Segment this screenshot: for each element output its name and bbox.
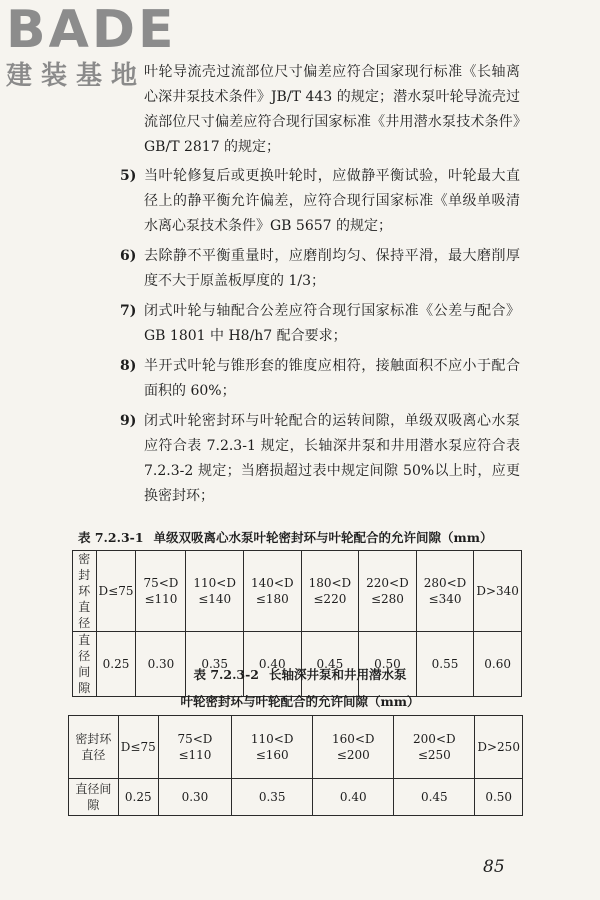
- table-cell: 0.25: [118, 779, 158, 816]
- table-cell: 0.50: [359, 632, 417, 697]
- table-row-label: 直径 间隙: [73, 632, 97, 697]
- table1-title: 单级双吸离心水泵叶轮密封环与叶轮配合的允许间隙（mm）: [153, 530, 493, 545]
- continued-paragraph: 叶轮导流壳过流部位尺寸偏差应符合国家现行标准《长轴离心深井泵技术条件》JB/T 443 的规定；潜水泵叶轮导流壳过流部位尺寸偏差应符合现行国家标准《井用潜水泵技术条件》GB/T 2817 的规定；: [144, 64, 520, 155]
- table-header-cell: 140<D ≤180: [244, 551, 302, 632]
- table-header-cell: 110<D ≤140: [186, 551, 244, 632]
- table-header-cell: 220<D ≤280: [359, 551, 417, 632]
- list-item: [120, 164, 520, 239]
- item-number: 6): [120, 248, 137, 264]
- table-header-cell: 密封环 直径: [69, 716, 119, 779]
- table-cell: 0.50: [475, 779, 523, 816]
- table-header-cell: D≤75: [96, 551, 136, 632]
- table-cell: 0.60: [474, 632, 522, 697]
- table-header-cell: 密封环 直径: [73, 551, 97, 632]
- table-header-cell: D>250: [475, 716, 523, 779]
- table-cell: 0.35: [232, 779, 313, 816]
- list-item: [120, 299, 520, 349]
- table1-number: 表 7.2.3-1: [78, 530, 144, 545]
- table-header-cell: 280<D ≤340: [416, 551, 474, 632]
- table2-caption-line2: 叶轮密封环与叶轮配合的允许间隙（mm）: [180, 694, 420, 709]
- table-cell: 0.25: [96, 632, 136, 697]
- table-header-cell: 75<D ≤110: [158, 716, 231, 779]
- page-number: 85: [483, 857, 505, 877]
- item-number: 5): [120, 168, 137, 184]
- watermark-brand: BADE: [6, 0, 177, 60]
- table-header-cell: D≤75: [118, 716, 158, 779]
- table-cell: 0.30: [158, 779, 231, 816]
- table-cell: 0.40: [313, 779, 394, 816]
- table2-value-row: [69, 779, 523, 816]
- list-item: [120, 244, 520, 294]
- table-cell: 0.40: [244, 632, 302, 697]
- table2: [68, 715, 523, 816]
- table-header-cell: 180<D ≤220: [301, 551, 359, 632]
- table1-caption: [78, 528, 493, 546]
- table2-number: 表 7.2.3-2: [193, 667, 260, 682]
- table-header-cell: 110<D ≤160: [232, 716, 313, 779]
- table1-header-row: [73, 551, 522, 632]
- item-text: 当叶轮修复后或更换叶轮时，应做静平衡试验，叶轮最大直径上的静平衡允许偏差，应符合现行国家标准《单级单吸清水离心泵技术条件》GB 5657 的规定；: [144, 168, 520, 234]
- list-item: [120, 354, 520, 404]
- table-header-cell: 200<D ≤250: [394, 716, 475, 779]
- table2-title-line1: 长轴深井泵和井用潜水泵: [269, 667, 407, 682]
- watermark-subtitle: 建装基地: [6, 61, 147, 91]
- item-number: 7): [120, 303, 137, 319]
- table-row-label: 直径间隙: [69, 779, 119, 816]
- list-item: [120, 409, 520, 509]
- table-header-cell: 160<D ≤200: [313, 716, 394, 779]
- item-number: 8): [120, 358, 137, 374]
- table2-caption: [0, 665, 600, 683]
- item-text: 去除静不平衡重量时，应磨削均匀、保持平滑，最大磨削厚度不大于原盖板厚度的 1/3；: [144, 248, 520, 289]
- table-cell: 0.45: [394, 779, 475, 816]
- table-header-cell: D>340: [474, 551, 522, 632]
- table2-header-row: [69, 716, 523, 779]
- item-number: 9): [120, 413, 137, 429]
- table-cell: 0.45: [301, 632, 359, 697]
- item-text: 闭式叶轮密封环与叶轮配合的运转间隙，单级双吸离心水泵应符合表 7.2.3-1 规定，长轴深井泵和井用潜水泵应符合表 7.2.3-2 规定；当磨损超过表中规定间隙 50%以上时，应更换密封环；: [144, 413, 520, 504]
- body-text: [120, 60, 520, 514]
- table-cell: 0.35: [186, 632, 244, 697]
- table-header-cell: 75<D ≤110: [136, 551, 186, 632]
- table1-value-row: [73, 632, 522, 697]
- table-cell: 0.55: [416, 632, 474, 697]
- item-text: 半开式叶轮与锥形套的锥度应相符，接触面积不应小于配合面积的 60%；: [144, 358, 520, 399]
- item-text: 闭式叶轮与轴配合公差应符合现行国家标准《公差与配合》GB 1801 中 H8/h7 配合要求；: [144, 303, 520, 344]
- table-cell: 0.30: [136, 632, 186, 697]
